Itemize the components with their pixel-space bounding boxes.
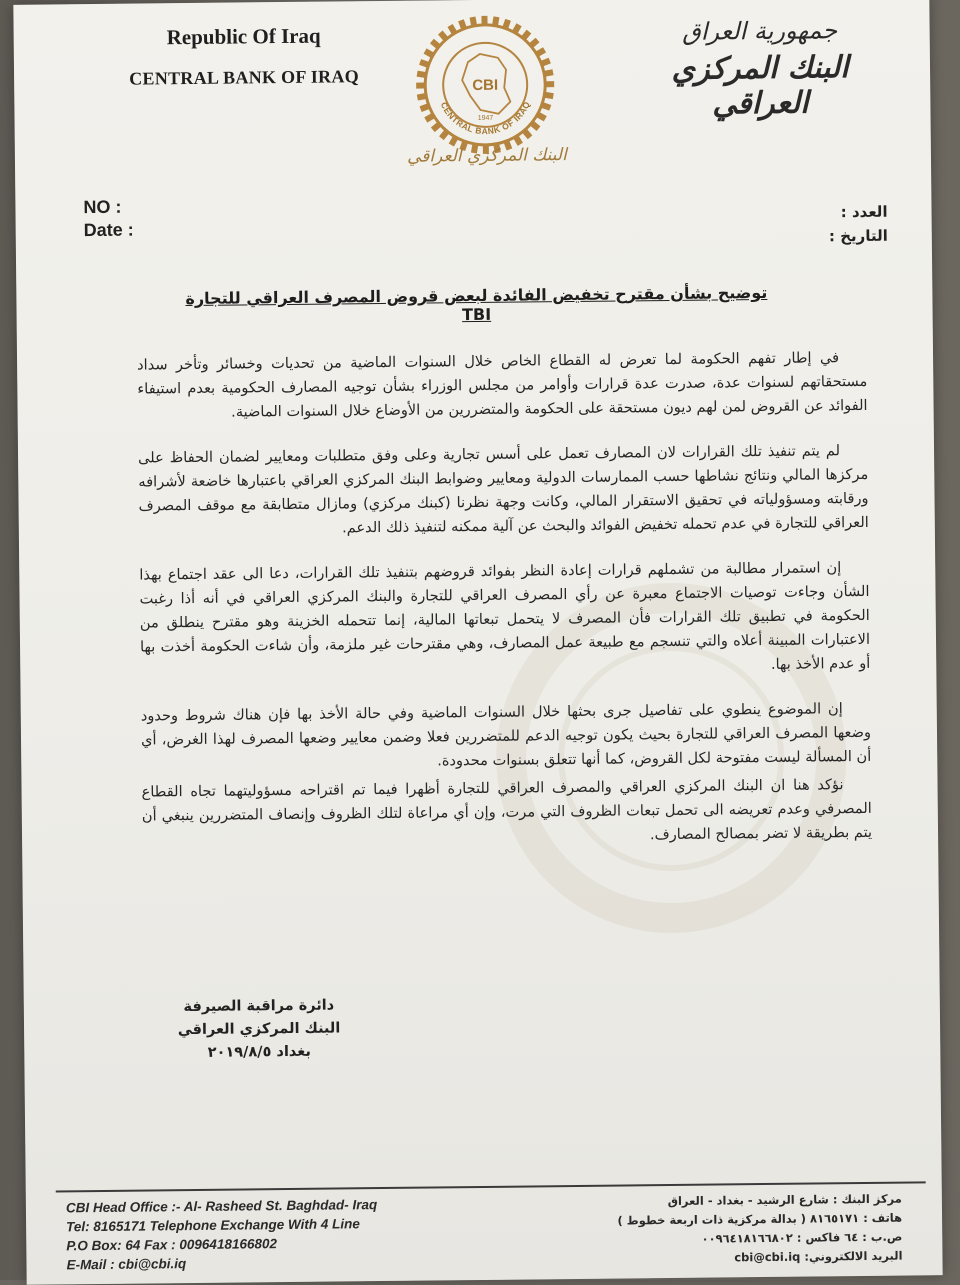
header-english (114, 23, 375, 90)
signature-block (174, 994, 345, 1065)
footer-phone-en: Tel: 8165171 Telephone Exchange With 4 Line (66, 1216, 360, 1235)
logo-center-text: CBI (472, 76, 499, 95)
logo-arabic-caption: البنك المركزي العراقي (406, 145, 567, 167)
seal-gear-tooth (416, 83, 424, 89)
logo-year: 1947 (477, 114, 494, 122)
letter-body (137, 346, 872, 874)
issuer-name: البنك المركزي العراقي (177, 1020, 341, 1039)
department-name: دائرة مراقبة الصيرفة (183, 997, 335, 1016)
reference-fields-ar (829, 200, 888, 249)
country-name-en: Republic Of Iraq (166, 23, 321, 50)
paragraph: إن الموضوع ينطوي على تفاصيل جرى بحثها خلال السنوات الماضية وفي حالة الأخذ بها فإن هناك شروط وحدود وضعها المصرف العراقي للتجارة بحيث يكون توجيه الدعم للمتضررين فعلا وضمن معايير وضعها المصرف لهذا الغرض، أي أن المسألة ليست مفتوحة لكل القروض، كما أنها تتعلق بسنوات محدودة. (140, 700, 872, 770)
date-label-ar: التاريخ : (828, 226, 888, 246)
footer-english (66, 1195, 378, 1274)
footer-phone-ar: هاتف : ٨١٦٥١٧١ ( بدالة مركزية ذات اربعة خطوط ) (617, 1210, 903, 1228)
footer-address-ar: مركز البنك : شارع الرشيد - بغداد - العراق (667, 1191, 902, 1209)
place-date: بغداد ٢٠١٩/٨/٥ (207, 1043, 311, 1061)
date-label: Date : (83, 219, 134, 241)
paragraph: في إطار تفهم الحكومة لما تعرض له القطاع الخاص خلال السنوات الماضية من تحديات وخسائر وتأخر سداد مستحقاتهم لسنوات عدة، صدرت عدة قرارات وأوامر من مجلس الوزراء بشأن توجيه المصارف الحكومية بعدم استيفاء الفوائد عن القروض لمن لهم ديون مستحقة على الحكومة والمتضررين من الأوضاع خلال السنوات الماضية. (137, 349, 868, 421)
paragraph: نؤكد هنا ان البنك المركزي العراقي والمصرف العراقي للتجارة أظهرا فيما تم اقتراحه مسؤوليتهما تجاه القطاع المصرفي وعدم تعريضه الى تحمل تبعات الظروف التي مرت، وإن أي مراعاة لتلك الظروف وإنصاف المتضررين ينبغي أن يتم بطريقة لا تضر بمصالح المصارف. (141, 776, 873, 844)
cbi-seal-logo (409, 9, 561, 161)
bank-name-en: CENTRAL BANK OF IRAQ (129, 66, 360, 89)
footer-email-en: E-Mail : cbi@cbi.iq (66, 1256, 187, 1273)
footer-email-ar: البريد الالكتروني: cbi@cbi.iq (734, 1248, 903, 1265)
header-arabic (639, 16, 880, 123)
country-name-ar: جمهورية العراق (681, 16, 838, 46)
logo-ring-text: CENTRAL BANK OF IRAQ (438, 99, 533, 137)
seal-gear-tooth (545, 92, 554, 99)
seal-gear-tooth (492, 16, 499, 25)
footer-pobox-ar: ص.ب : ٦٤ فاكس : ٠٠٩٦٤١٨١٦٦٨٠٢ (701, 1229, 903, 1246)
footer-arabic (617, 1190, 902, 1269)
paragraph: إن استمرار مطالبة من تشملهم قرارات إعادة النظر بفوائد قروضهم بتنفيذ تلك القرارات، دعا الى عقد اجتماع بهذا الشأن وجاءت توصيات الاجتماع معبرة عن رأي المصرف العراقي للتجارة والبنك المركزي العراقي في أنه أذا رغبت الحكومة في تطبيق تلك القرارات فأن المصرف لا يتحمل تبعاتها المالية، إنما تتحمله الخزينة وهو مقترح ينطلق من الاعتبارات المبينة أعلاه والتي تنسجم مع طبيعة عمل المصارف، وهي مقترحات غير ملزمة، وأن شاءت الحكومة أخذت بها أو عدم الأخذ بها. (139, 559, 871, 673)
seal-gear-tooth (417, 71, 426, 78)
paragraph: لم يتم تنفيذ تلك القرارات لان المصارف تعمل على أسس تجارية وعلى وفق متطلبات ومعايير لضمان الحفاظ على مركزها المالي ونتائج نشاطها حسب الممارسات الدولية ومعايير وضوابط البنك المركزي العراقي باعتبارها خاضعة لأشرافه ورقابته ومسؤولياته في تحقيق الاستقرار المالي، وكانت وجهة نظرنا (كبنك مركزي) ومازال متطابقة مع موقف المصرف العراقي للتجارة في عدم تحمله تخفيض الفوائد والبحث عن آلية ممكنه لتنفيذ ذلك الدعم. (137, 442, 869, 537)
letter-subject: توضيح بشأن مقترح تخفيض الفائدة لبعض قروض المصرف العراقي للتجارة TBI (185, 282, 768, 325)
seal-gear-tooth (481, 16, 487, 24)
number-label: NO : (83, 196, 122, 218)
number-label-ar: العدد : (840, 202, 888, 222)
letter-page (13, 0, 942, 1285)
bank-name-ar: البنك المركزي العراقي (671, 50, 849, 122)
footer-pobox-en: P.O Box: 64 Fax : 0096418166802 (66, 1236, 278, 1254)
reference-fields-en (83, 196, 133, 243)
seal-gear-tooth (546, 81, 554, 87)
footer-address-en: CBI Head Office :- Al- Rasheed St. Baghdad- Iraq (65, 1197, 378, 1216)
